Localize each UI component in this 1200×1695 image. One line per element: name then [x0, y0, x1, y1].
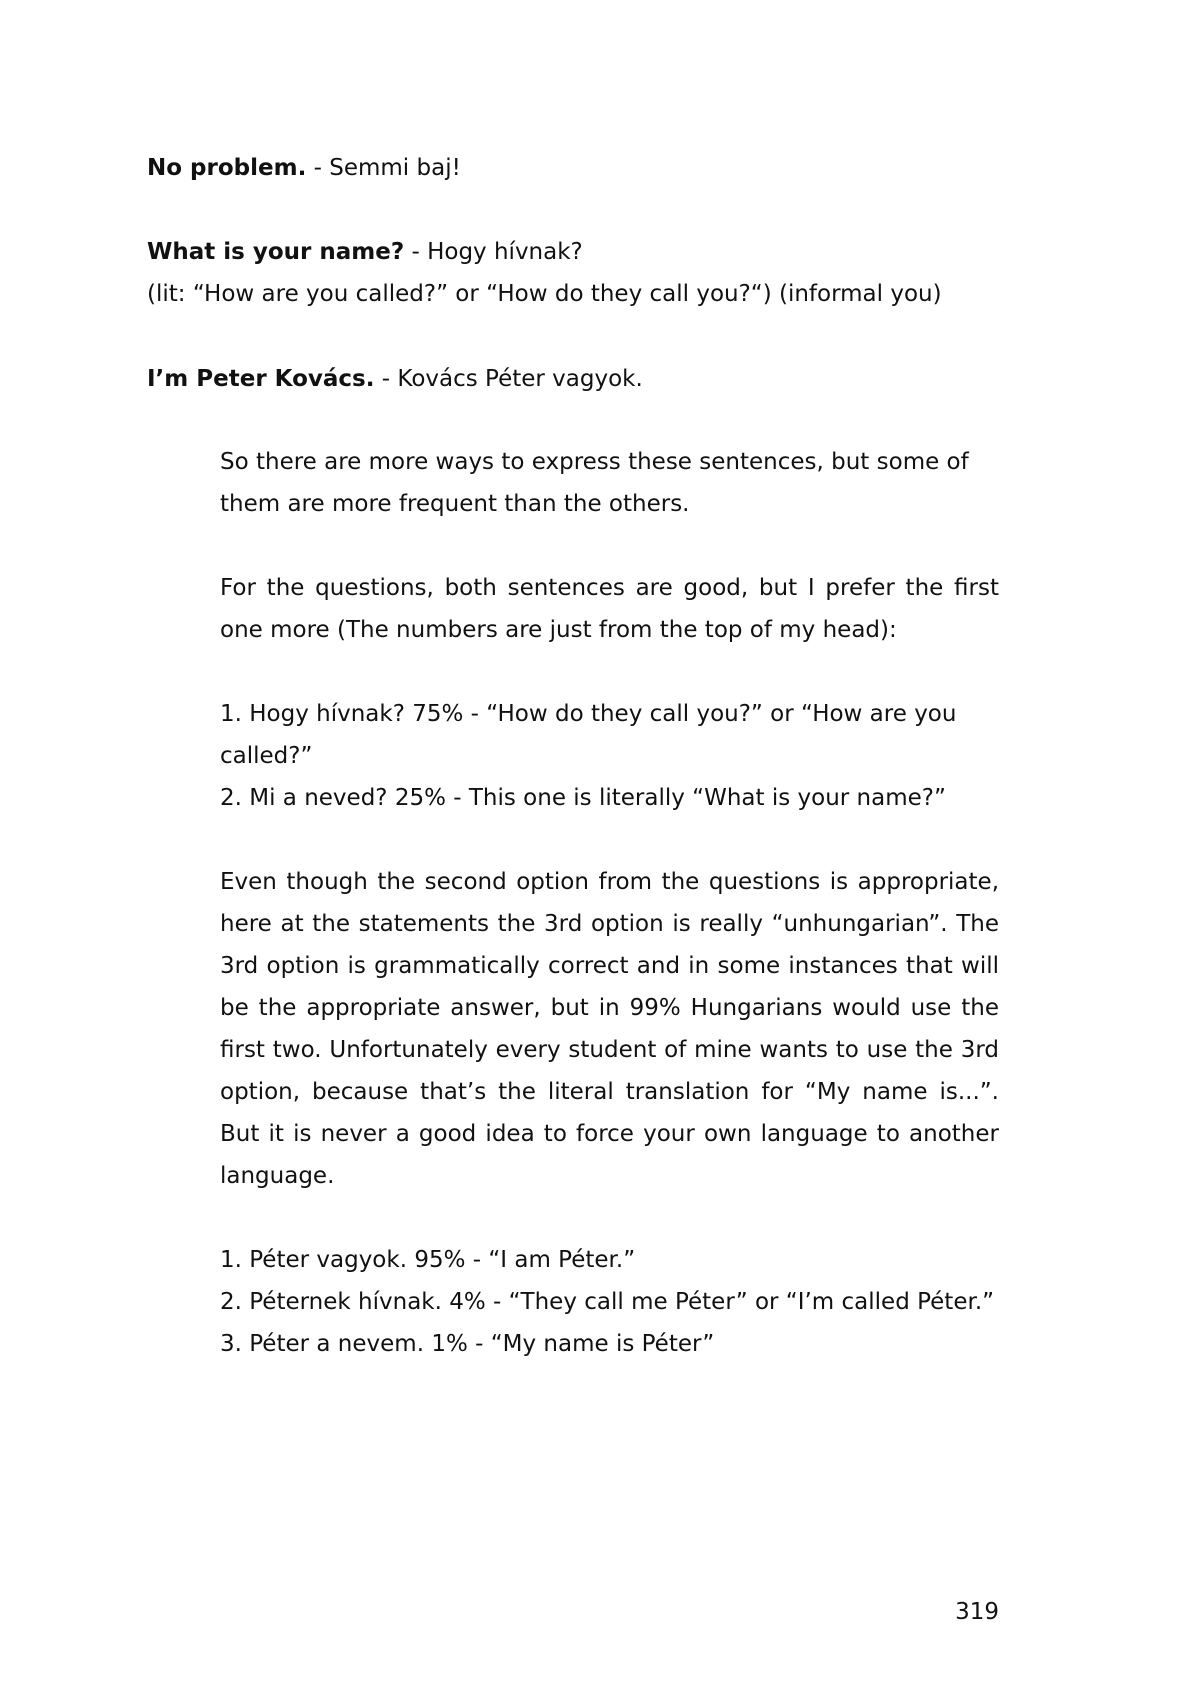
- phrase-no-problem: [147, 153, 461, 183]
- page-number: 319: [955, 1599, 999, 1625]
- explanation-section: [220, 441, 999, 1365]
- questions-paragraph: For the questions, both sentences are good, but I prefer the first one more (The numbers are just from the top of my head):: [220, 575, 999, 643]
- phrase-english: No problem.: [147, 155, 307, 181]
- intro-paragraph: So there are more ways to express these sentences, but some of them are more frequent than the others.: [220, 449, 969, 517]
- phrase-hungarian: - Semmi baj!: [313, 155, 461, 181]
- phrase-im-peter: [147, 364, 643, 394]
- phrase-english: What is your name?: [147, 239, 405, 265]
- literal-translation-note: (lit: “How are you called?” or “How do they call you?“) (informal you): [147, 281, 942, 307]
- statements-paragraph: Even though the second option from the questions is appropriate, here at the statements the 3rd option is really “unhungarian”. The 3rd option is grammatically correct and in some instances that will be the appropriate answer, but in 99% Hungarians would use the first two. Unfortunately every student of mine wants to use the 3rd option, because that’s the literal translation for “My name is...”. But it is never a good idea to force your own language to another language.: [220, 869, 999, 1189]
- phrase-what-is-your-name: [147, 237, 583, 267]
- phrase-hungarian: - Kovács Péter vagyok.: [381, 366, 643, 392]
- statement-option-2: 2. Péternek hívnak. 4% - “They call me Péter” or “I’m called Péter.”: [220, 1289, 995, 1315]
- statement-option-3: 3. Péter a nevem. 1% - “My name is Péter”: [220, 1331, 715, 1357]
- statement-option-1: 1. Péter vagyok. 95% - “I am Péter.”: [220, 1247, 636, 1273]
- phrase-english: I’m Peter Kovács.: [147, 366, 375, 392]
- phrase-hungarian: - Hogy hívnak?: [411, 239, 583, 265]
- question-option-2: 2. Mi a neved? 25% - This one is literally “What is your name?”: [220, 785, 946, 811]
- question-option-1: 1. Hogy hívnak? 75% - “How do they call you?” or “How are you called?”: [220, 701, 957, 769]
